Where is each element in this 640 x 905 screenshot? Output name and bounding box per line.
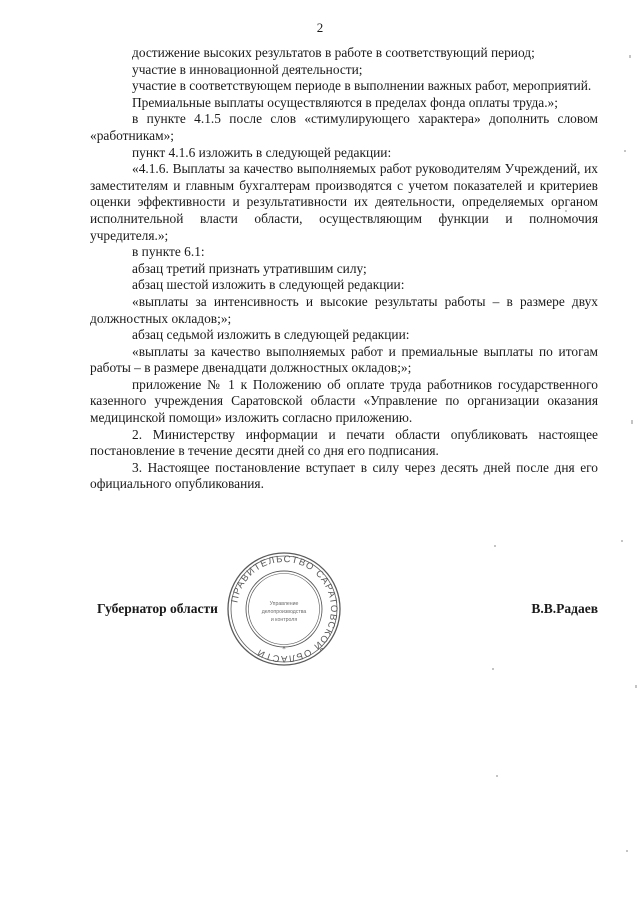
paragraph: абзац седьмой изложить в следующей редакции: [132, 327, 410, 343]
paragraph: участие в соответствующем периоде в выполнении важных работ, мероприятий. [132, 78, 592, 94]
signatory-name: В.В.Радаев [531, 601, 598, 616]
svg-text:ПРАВИТЕЛЬСТВО САРАТОВСКОЙ ОБЛА: ПРАВИТЕЛЬСТВО САРАТОВСКОЙ ОБЛАСТИ [229, 553, 340, 665]
paragraph: «4.1.6. Выплаты за качество выполняемых работ руководителям Учреждений, их заместителям и главным бухгалтерам производятся с учетом показателей и критериев оценки эффективности и результативности их деятельности, определяемых органом исполнительной власти области, осуществляющим функции и полномочия учредителя.»; [90, 161, 598, 243]
paragraph: «выплаты за интенсивность и высокие результаты работы – в размере двух должностных окладов;»; [90, 293, 598, 326]
paragraph: «выплаты за качество выполняемых работ и премиальные выплаты по итогам работы – в размере двенадцати должностных окладов;»; [90, 343, 598, 376]
document-body [90, 45, 598, 493]
paragraph: участие в инновационной деятельности; [132, 61, 363, 77]
svg-text:делопроизводства: делопроизводства [261, 609, 307, 615]
svg-text:Управление: Управление [269, 601, 299, 607]
paragraph: пункт 4.1.6 изложить в следующей редакции: [132, 144, 392, 160]
paragraph: абзац шестой изложить в следующей редакции: [132, 277, 405, 293]
svg-text:*: * [282, 645, 286, 653]
signatory-title: Губернатор области [97, 601, 218, 616]
page-number: 2 [316, 20, 324, 35]
paragraph: 3. Настоящее постановление вступает в силу через десять дней после дня его официального опубликования. [90, 459, 598, 492]
svg-text:и контроля: и контроля [270, 617, 298, 623]
paragraph: абзац третий признать утратившим силу; [132, 260, 367, 276]
official-seal-icon [225, 550, 343, 668]
paragraph: Премиальные выплаты осуществляются в пределах фонда оплаты труда.»; [132, 94, 558, 110]
paragraph: в пункте 6.1: [132, 244, 205, 260]
paragraph: в пункте 4.1.5 после слов «стимулирующего характера» дополнить словом «работникам»; [90, 111, 598, 143]
paragraph: достижение высоких результатов в работе в соответствующий период; [132, 45, 535, 60]
paragraph: 2. Министерству информации и печати области опубликовать настоящее постановление в течение десяти дней со дня его подписания. [90, 426, 598, 459]
paragraph: приложение № 1 к Положению об оплате труда работников государственного казенного учреждения Саратовской области «Управление по организации оказания медицинской помощи» изложить согласно приложению. [90, 376, 598, 426]
